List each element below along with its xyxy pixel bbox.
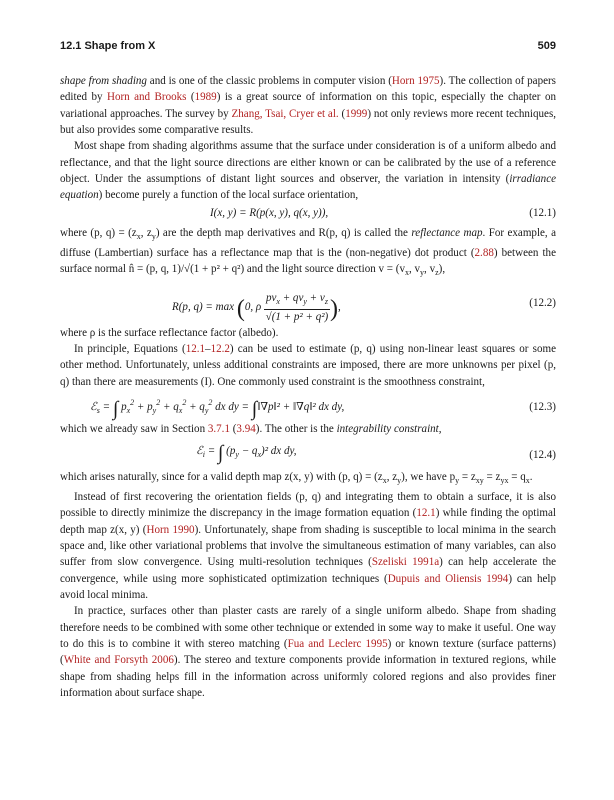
emphasis: integrability constraint, [336,423,442,436]
text-span: ( [229,423,237,436]
running-header [60,40,556,54]
text-span: = z [483,470,501,483]
text-span: ) or known texture (surface patterns) ( [60,637,556,667]
equation-tag: (12.2) [529,296,556,309]
subscript: i [202,449,205,459]
equation-link[interactable]: 12.1 [416,507,436,520]
text-span: ), we have p [401,470,456,483]
text-span: ) is a great source of information on this topic, especially the chapter on variational approaches. The survey by [60,91,556,120]
paragraph-5 [60,341,556,390]
equation-12-1 [60,205,556,225]
eq-lhs: ℰ [90,401,97,414]
text-span: . [529,470,533,483]
page-number: 509 [537,40,556,52]
equation-tag: (12.3) [529,401,556,414]
eq-term: pv [265,291,277,304]
eq-term: + v [306,291,325,304]
subscript: x [276,296,280,306]
text-span: – [205,343,211,356]
subscript: z [435,268,439,278]
body-text [60,73,556,701]
equation-12-2 [60,283,556,325]
citation-link[interactable]: Fua and Leclerc 1995 [287,637,388,650]
subscript: x [382,475,387,485]
text-span: ). Unfortunately, shape from shading is susceptible to local minima in the search space and, like other variational problems that involve the simultaneous estimation of many variables, can also suffer from slow convergence. Using multi-resolution techniques ( [60,523,557,569]
superscript: 2 [130,398,135,408]
paragraph-1 [60,73,556,138]
equation-tag: (12.1) [529,206,556,219]
superscript: 2 [182,398,187,408]
paragraph-8 [60,489,556,603]
equation-body [196,443,297,463]
emphasis: irradiance equation [60,173,556,202]
integral-sign: ∫ [112,398,119,421]
citation-link[interactable]: Horn and Brooks [106,91,187,104]
eq-lhs: ℰ [196,444,203,457]
subscript: y [303,296,307,306]
citation-link[interactable]: Zhang, Tsai, Cryer et al. [231,107,339,120]
subscript: yx [500,475,509,485]
paragraph-4 [60,325,556,341]
subscript: x [178,406,183,416]
text-span: ). The other is the [255,423,337,436]
text-span: ) are the depth map derivatives and R(p, q) is called the [155,226,412,239]
citation-link[interactable]: Horn 1975 [391,75,440,87]
equation-body [90,395,344,419]
paragraph-2 [60,138,556,203]
text-span: which we already saw in Section [60,423,208,436]
text-span: = z [459,470,476,483]
paragraph-6 [60,421,556,437]
subscript: x [126,406,131,416]
eq-term: )² dx dy, [261,444,297,457]
eq-tail: , [337,300,341,313]
text-span: Instead of first recovering the orientation fields (p, q) and integrating them to obtain a surface, it is also possible to directly minimize the discrepancy in the image formation equation ( [60,490,556,520]
eq-arg: 0, ρ [244,300,262,313]
equation-12-4 [60,439,556,469]
equation-link[interactable]: 3.94 [236,423,256,436]
text-span: , z [140,226,152,239]
equation-body: I(x, y) = R(p(x, y), q(x, y)), [210,206,329,219]
subscript: x [257,449,262,459]
subscript: xy [475,475,484,485]
eq-term: + q [186,401,205,414]
eq-term: + qv [279,291,304,304]
subscript: y [235,449,239,459]
paragraph-9 [60,603,556,701]
citation-link[interactable]: Horn 1990 [146,523,195,536]
text-span: ( [338,107,346,120]
eq-term: + p [134,401,153,414]
text-span: ) can help accelerate the convergence, while using more sophisticated optimization techniques ( [60,556,556,585]
text-span: , z [386,470,398,483]
text-span: ). The collection of papers edited by [60,75,556,104]
text-span: which arises naturally, since for a valid depth map z(x, y) with (p, q) = (z [60,470,383,483]
emphasis: reflectance map [411,226,483,239]
subscript: z [324,296,328,306]
text-span: ), [438,263,446,276]
text-span: ) between the surface normal n̂ = (p, q, 1)/√(1 + p² + q²) and the light source direction v = (v [60,247,556,276]
fraction [264,291,330,324]
citation-link[interactable]: Dupuis and Oliensis 1994 [387,572,509,585]
superscript: 2 [208,398,213,408]
eq-term: (p [226,444,236,457]
text-span: where ρ is the surface reflectance factor (albedo). [60,326,279,339]
text-span: , v [424,263,436,276]
subscript: y [152,406,157,416]
text-span: ) while finding the optimal depth map z(x, y) ( [60,507,556,536]
emphasis: shape from shading [60,75,147,87]
eq-lhs: R(p, q) = max [172,300,235,313]
text-span: . For example, a diffuse (Lambertian) surface has a reflectance map that is the (non-negative) dot product ( [60,226,557,260]
subscript: y [397,475,402,485]
eq-term: dx dy = [212,401,252,414]
text-span: ) not only reviews more recent techniques, but also provides some comparative results. [60,107,557,137]
text-span: = q [508,470,526,483]
eq-term: + q [160,401,179,414]
citation-link[interactable]: Szeliski 1991a [371,556,440,569]
text-span: ) can be used to estimate (p, q) using non-linear least squares or some other method. Unfortunately, unless additional constraints are imposed, there are more unknowns per pixel (p, q) than there are measurements (I). One commonly used constraint is the smoothness constraint, [60,343,557,388]
citation-link[interactable]: 1989 [194,91,217,104]
paragraph-3 [60,225,556,282]
text-span: ) can help avoid local minima. [60,572,556,601]
text-span: ). The stereo and texture components provide information in textured regions, while shape from shading helps fill in the information across uniformly colored regions and also provides finer information about surface shape. [60,654,556,699]
denominator: √(1 + p² + q²) [265,310,329,323]
subscript: y [455,475,460,485]
text-span: Most shape from shading algorithms assume that the surface under consideration is of a uniform albedo and reflectance, and that the light source directions are either known or can be calibrated by the use of a reference object. Under the assumptions of distant light sources and observer, the variation in intensity ( [60,140,556,186]
equation-link[interactable]: 12.2 [210,343,230,356]
equation-tag: (12.4) [529,448,556,461]
section-title: 12.1 Shape from X [60,40,156,52]
integral-sign: ∫ [217,441,224,464]
paragraph-7 [60,469,556,489]
subscript: y [420,268,425,278]
equation-body [172,291,341,324]
numerator [264,291,330,310]
equation-12-3 [60,391,556,421]
text-span: , v [409,263,421,276]
eq-term: ‖∇p‖² + ‖∇q‖² dx dy, [257,401,345,414]
subscript: y [204,406,209,416]
equation-link[interactable]: 12.1 [185,343,206,356]
citation-link[interactable]: White and Forsyth 2006 [63,654,174,667]
citation-link[interactable]: 1999 [345,107,368,120]
subscript: x [405,268,409,278]
text-span: In principle, Equations ( [74,343,186,356]
subscript: y [151,231,156,241]
integral-sign: ∫ [251,398,258,421]
text-span: ( [186,91,195,104]
equation-link[interactable]: 2.88 [474,247,494,260]
eq-term: = [204,444,218,457]
right-paren: ) [329,295,338,322]
text-span: In practice, surfaces other than plaster casts are rarely of a single uniform albedo. Shape from shading therefore needs to be combined with some other technique or extended in some way to make it useful. One way to do this is to combine it with stereo matching ( [60,605,556,650]
superscript: 2 [156,398,161,408]
text-span: where (p, q) = (z [60,226,137,239]
left-paren: ( [236,295,245,322]
subscript: s [96,406,100,416]
text-span: ) become purely a function of the local surface orientation, [98,189,359,202]
section-link[interactable]: 3.7.1 [207,423,230,436]
eq-term: − q [238,444,258,457]
eq-term: = [99,401,113,414]
text-span: and is one of the classic problems in computer vision ( [146,75,392,87]
subscript: x [136,231,141,241]
subscript: x [525,475,530,485]
eq-term: p [121,401,127,414]
